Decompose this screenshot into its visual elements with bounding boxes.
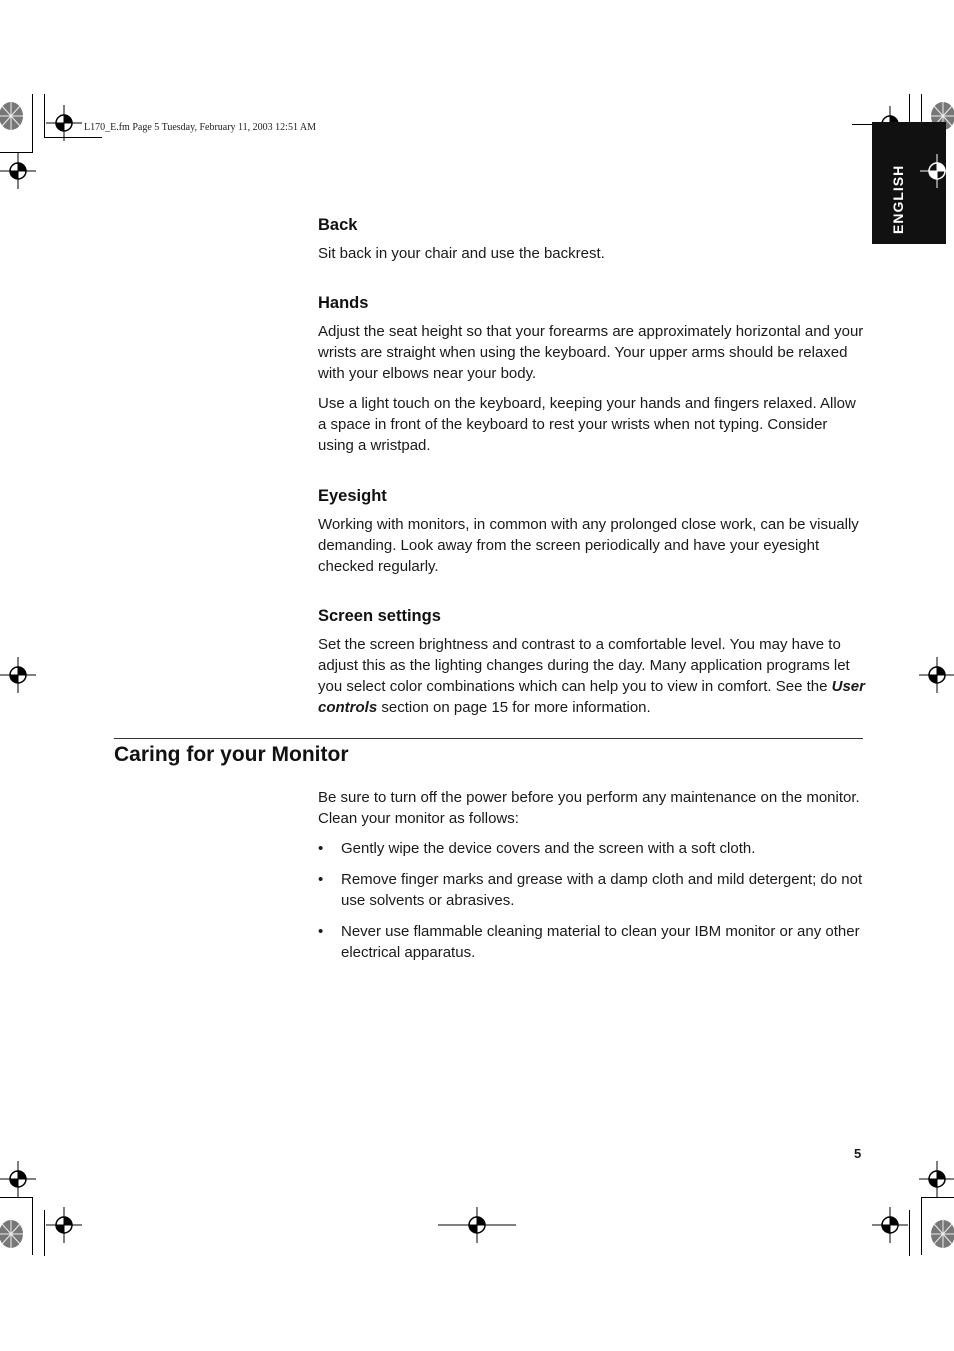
crosshair-target-icon bbox=[438, 1207, 516, 1243]
paragraph: Be sure to turn off the power before you perform any maintenance on the monitor. Clean your monitor as follows: bbox=[318, 789, 860, 827]
starburst-wheel-icon bbox=[0, 1219, 24, 1249]
list-item-text: Never use flammable cleaning material to clean your IBM monitor or any other electrical apparatus. bbox=[341, 923, 860, 961]
language-tab bbox=[872, 122, 946, 244]
crosshair-target-icon bbox=[919, 657, 954, 693]
main-heading: Caring for your Monitor bbox=[114, 743, 349, 766]
section-eyesight bbox=[318, 487, 866, 586]
crosshair-target-icon bbox=[46, 1207, 82, 1243]
crosshair-target-icon bbox=[0, 153, 36, 189]
paragraph: Working with monitors, in common with any prolonged close work, can be visually demanding. Look away from the screen periodically and have your eyesight checked regularly. bbox=[318, 516, 859, 575]
section-hands bbox=[318, 294, 866, 465]
cross-reference-link[interactable]: User controls bbox=[318, 678, 865, 716]
crosshair-target-icon bbox=[0, 657, 36, 693]
crosshair-target-icon bbox=[919, 1161, 954, 1197]
section-heading: Back bbox=[318, 216, 358, 234]
crosshair-target-icon bbox=[920, 154, 954, 188]
section-heading: Screen settings bbox=[318, 607, 441, 625]
paragraph: Use a light touch on the keyboard, keeping your hands and fingers relaxed. Allow a space in front of the keyboard to rest your wrists when not typing. Consider using a wristpad. bbox=[318, 395, 856, 454]
paragraph: Adjust the seat height so that your forearms are approximately horizontal and your wrists are straight when using the keyboard. Your upper arms should be relaxed with your elbows near your body. bbox=[318, 323, 864, 382]
section-back bbox=[318, 216, 866, 273]
bullet-icon: • bbox=[318, 840, 324, 857]
list-item bbox=[318, 921, 866, 963]
starburst-wheel-icon bbox=[0, 101, 24, 131]
section-screen-settings bbox=[318, 607, 866, 727]
bullet-icon: • bbox=[318, 871, 324, 888]
bullet-list bbox=[318, 838, 866, 963]
section-heading: Eyesight bbox=[318, 487, 387, 505]
crosshair-target-icon bbox=[872, 1207, 908, 1243]
list-item-text: Gently wipe the device covers and the screen with a soft cloth. bbox=[341, 840, 756, 857]
crosshair-target-icon bbox=[46, 105, 82, 141]
paragraph-text: section on page 15 for more information. bbox=[377, 699, 651, 716]
paragraph-text: Set the screen brightness and contrast to a comfortable level. You may have to adjust this as the lighting changes during the day. Many application programs let you select color combinations which can help you to view in comfort. See the bbox=[318, 636, 850, 695]
paragraph bbox=[318, 634, 866, 718]
starburst-wheel-icon bbox=[930, 1219, 954, 1249]
list-item bbox=[318, 869, 866, 911]
bullet-icon: • bbox=[318, 923, 324, 940]
list-item bbox=[318, 838, 866, 859]
paragraph: Sit back in your chair and use the backrest. bbox=[318, 245, 605, 262]
list-item-text: Remove finger marks and grease with a damp cloth and mild detergent; do not use solvents or abrasives. bbox=[341, 871, 863, 909]
crosshair-target-icon bbox=[0, 1161, 36, 1197]
page-number: 5 bbox=[854, 1146, 862, 1161]
section-divider bbox=[114, 738, 863, 739]
section-heading: Hands bbox=[318, 294, 369, 312]
section-caring bbox=[318, 787, 866, 973]
file-info-header: L170_E.fm Page 5 Tuesday, February 11, 2003 12:51 AM bbox=[84, 122, 317, 133]
language-label: ENGLISH bbox=[890, 164, 906, 234]
